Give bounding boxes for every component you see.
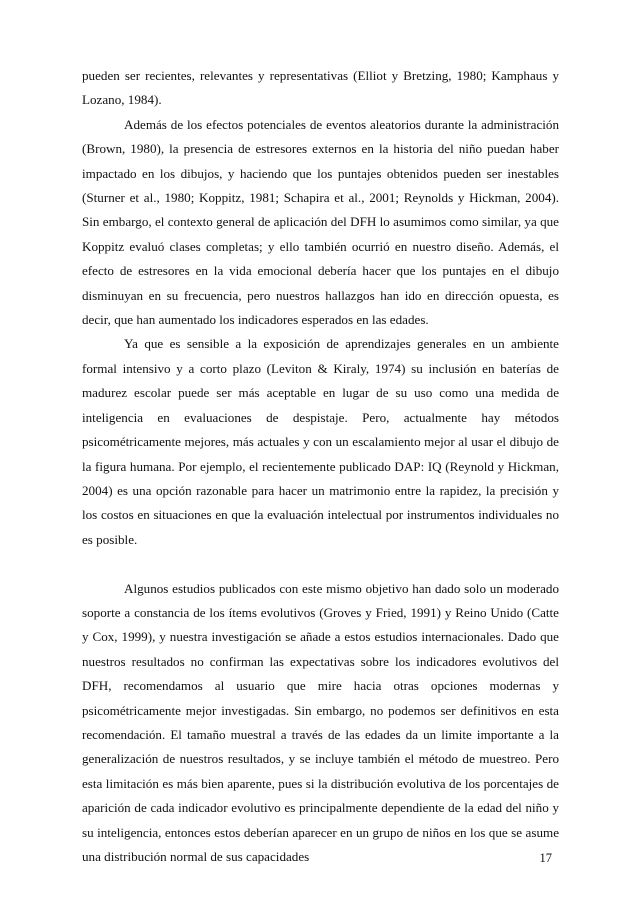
paragraph-continuation: pueden ser recientes, relevantes y representativas (Elliot y Bretzing, 1980; Kamphaus y Lozano, 1984). bbox=[82, 68, 559, 108]
paragraph-published-studies: Algunos estudios publicados con este mismo objetivo han dado solo un moderado soporte a constancia de los ítems evolutivos (Groves y Fried, 1991) y Reino Unido (Catte y Cox, 1999), y nuestra investigación se añade a estos estudios internacionales. Dado que nuestros resultados no confirman las expectativas sobre los indicadores evolutivos del DFH, recomendamos al usuario que mire hacia otras opciones modernas y psicométricamente mejor investigadas. Sin embargo, no podemos ser definitivos en esta recomendación. El tamaño muestral a través de las edades da un limite importante a la generalización de nuestros resultados, y se incluye también el método de muestreo. Pero esta limitación es más bien aparente, pues si la distribución evolutiva de los porcentajes de aparición de cada indicador evolutivo es principalmente dependiente de la edad del niño y su inteligencia, entonces estos deberían aparecer en un grupo de niños en los que se asume una distribución normal de sus capacidades bbox=[82, 580, 559, 864]
paragraph-school-readiness: Ya que es sensible a la exposición de aprendizajes generales en un ambiente formal intensivo y a corto plazo (Leviton & Kiraly, 1974) su inclusión en baterías de madurez escolar puede ser más aceptable en lugar de su uso como una medida de inteligencia en evaluaciones de despistaje. Pero, actualmente hay métodos psicométricamente mejores, más actuales y con un escalamiento mejor al usar el dibujo de la figura humana. Por ejemplo, el recientemente publicado DAP: IQ (Reynold y Hickman, 2004) es una opción razonable para hacer un matrimonio entre la rapidez, la precisión y los costos en situaciones en que la evaluación intelectual por instrumentos individuales no es posible. bbox=[82, 336, 559, 547]
page-number: 17 bbox=[539, 851, 552, 865]
body-text bbox=[82, 64, 559, 869]
paragraph-random-events: Además de los efectos potenciales de eventos aleatorios durante la administración (Brown, 1980), la presencia de estresores externos en la historia del niño puedan haber impactado en los dibujos, y haciendo que los puntajes obtenidos pueden ser inestables (Sturner et al., 1980; Koppitz, 1981; Schapira et al., 2001; Reynolds y Hickman, 2004). Sin embargo, el contexto general de aplicación del DFH lo asumimos como similar, ya que Koppitz evaluó clases completas; y ello también ocurrió en nuestro diseño. Además, el efecto de estresores en la vida emocional debería hacer que los puntajes en el dibujo disminuyan en su frecuencia, pero nuestros hallazgos han ido en dirección opuesta, es decir, que han aumentado los indicadores esperados en las edades. bbox=[82, 116, 559, 328]
